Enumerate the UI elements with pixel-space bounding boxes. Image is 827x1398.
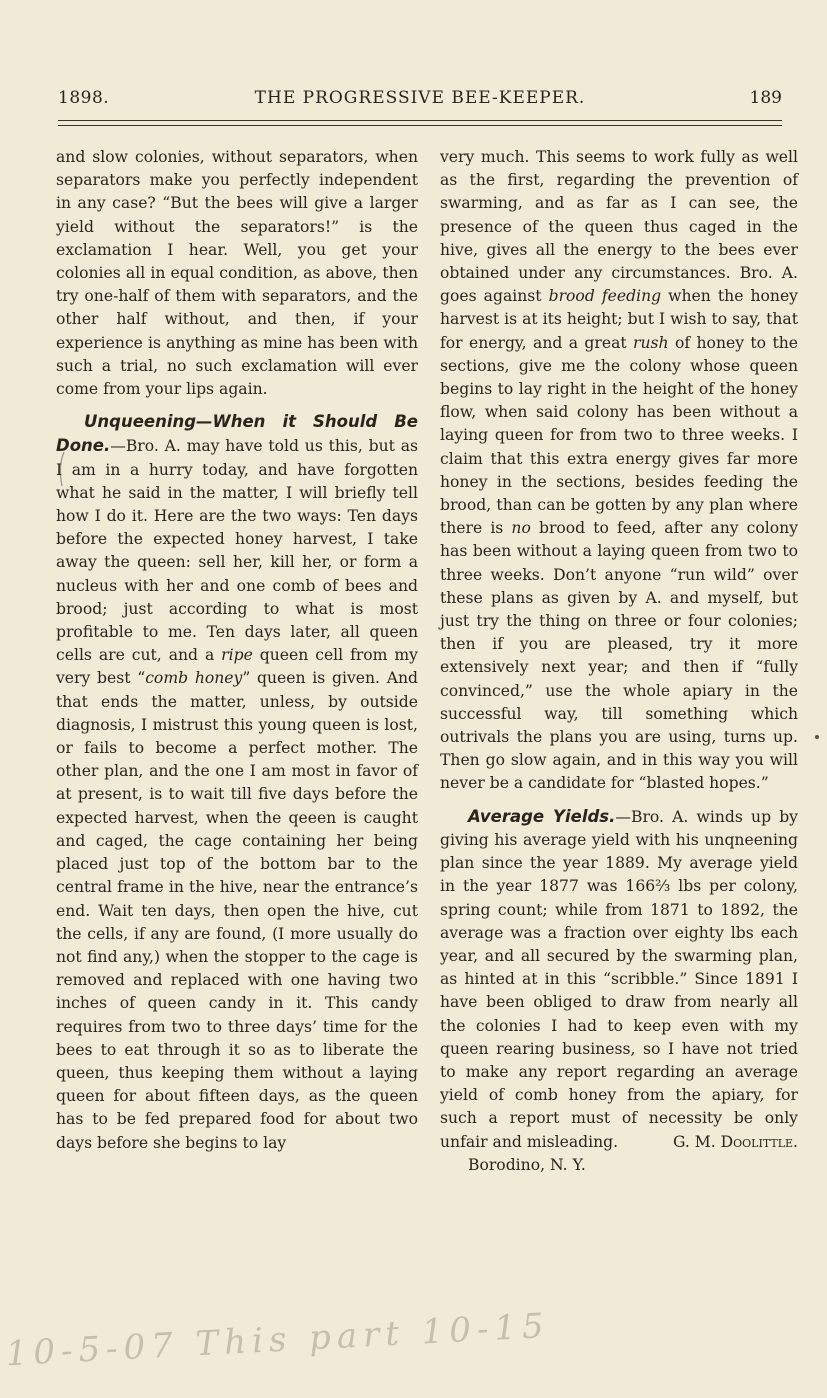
- author-signature: G. M. Doolittle.: [672, 1132, 798, 1151]
- right-column: [440, 146, 798, 1177]
- left-paragraph-2: Unqueening—When it Should Be Done.—Bro. A. may have told us this, but as I am in a hurry today, and have forgotten what he said in the matter, I will briefly tell how I do it. Here are the two ways: Ten days before the expected honey harvest, I take away the queen: sell her, kill her, or form a nucleus with her and one comb of bees and brood; just according to what is most profitable to me. Ten days later, all queen cells are cut, and a ripe queen cell from my very best “comb honey” queen is given. And that ends the matter, unless, by outside diagnosis, I mistrust this young queen is lost, or fails to become a perfect mother. The other plan, and the one I am most in favor of at present, is to wait till five days before the expected harvest, when the qeeen is caught and caged, the cage containing her being placed just top of the bottom bar to the central frame in the hive, near the entrance’s end. Wait ten days, then open the hive, cut the cells, if any are found, (I more usually do not find any,) when the stopper to the cage is removed and replaced with one having two inches of queen candy in it. This candy requires from two to three days’ time for the bees to eat through it so as to liberate the queen, thus keeping them without a laying queen for about fifteen days, as the queen has to be fed prepared food for about two days before she begins to lay: [56, 412, 418, 1152]
- handwritten-note: 10-5-07 This part 10-15: [4, 1305, 551, 1375]
- header-year: 1898.: [58, 88, 110, 108]
- page-number: 189: [749, 88, 782, 108]
- header-title: THE PROGRESSIVE BEE-KEEPER.: [254, 88, 586, 108]
- running-header: [58, 88, 782, 112]
- right-paragraph-1: very much. This seems to work fully as well as the first, regarding the prevention of swarming, and as far as I can see, the presence of the queen thus caged in the hive, gives all the energy to the bees ever obtained under any circumstances. Bro. A. goes against brood feeding when the honey harvest is at its height; but I wish to say, that for energy, and a great rush of honey to the sections, give me the colony whose queen begins to lay right in the height of the honey flow, when said colony has been without a laying queen for from two to three weeks. I claim that this extra energy gives far more honey in the sections, besides feeding the brood, than can be gotten by any plan where there is no brood to feed, after any colony has been without a laying queen from two to three weeks. Don’t anyone “run wild” over these plans as given by A. and myself, but just try the thing on three or four colonies; then if you are pleased, try it more extensively next year; and then if “fully convinced,” use the whole apiary in the successful way, till something which outrivals the plans you are using, turns up. Then go slow again, and in this way you will never be a candidate for “blasted hopes.”: [440, 148, 799, 793]
- header-rule-bottom: [58, 125, 782, 126]
- left-column: [56, 146, 418, 1155]
- section-heading-average-yields: Average Yields.: [468, 806, 616, 826]
- section-heading-unqueening: Unqueening—When it Should Be Done.: [56, 412, 418, 456]
- left-paragraph-1: and slow colonies, without separators, when separators make you perfectly independent in any case? “But the bees will give a larger yield without the separators!” is the exclamation I hear. Well, you get your colonies all in equal condition, as above, then try one-half of them with separators, and the other half without, and then, if your experience is anything as mine has been with such a trial, no such exclamation will ever come from your lips again.: [56, 148, 418, 399]
- ink-speck: [815, 735, 819, 739]
- header-rule-top: [58, 120, 782, 121]
- dateline-place: Borodino, N. Y.: [468, 1155, 586, 1174]
- right-paragraph-2: Average Yields.—Bro. A. winds up by giving his average yield with his unqneening plan since the year 1889. My average yield in the year 1877 was 166⅔ lbs per colony, spring count; while from 1871 to 1892, the average was a fraction over eighty lbs each year, and all secured by the swarming plan, as hinted at in this “scribble.” Since 1891 I have been obliged to draw from nearly all the colonies I had to keep even with my queen rearing business, so I have not tried to make any report regarding an average yield of comb honey from the apiary, for such a report must of necessity be only unfair and misleading. G. M. Doolittle.: [440, 805, 798, 1154]
